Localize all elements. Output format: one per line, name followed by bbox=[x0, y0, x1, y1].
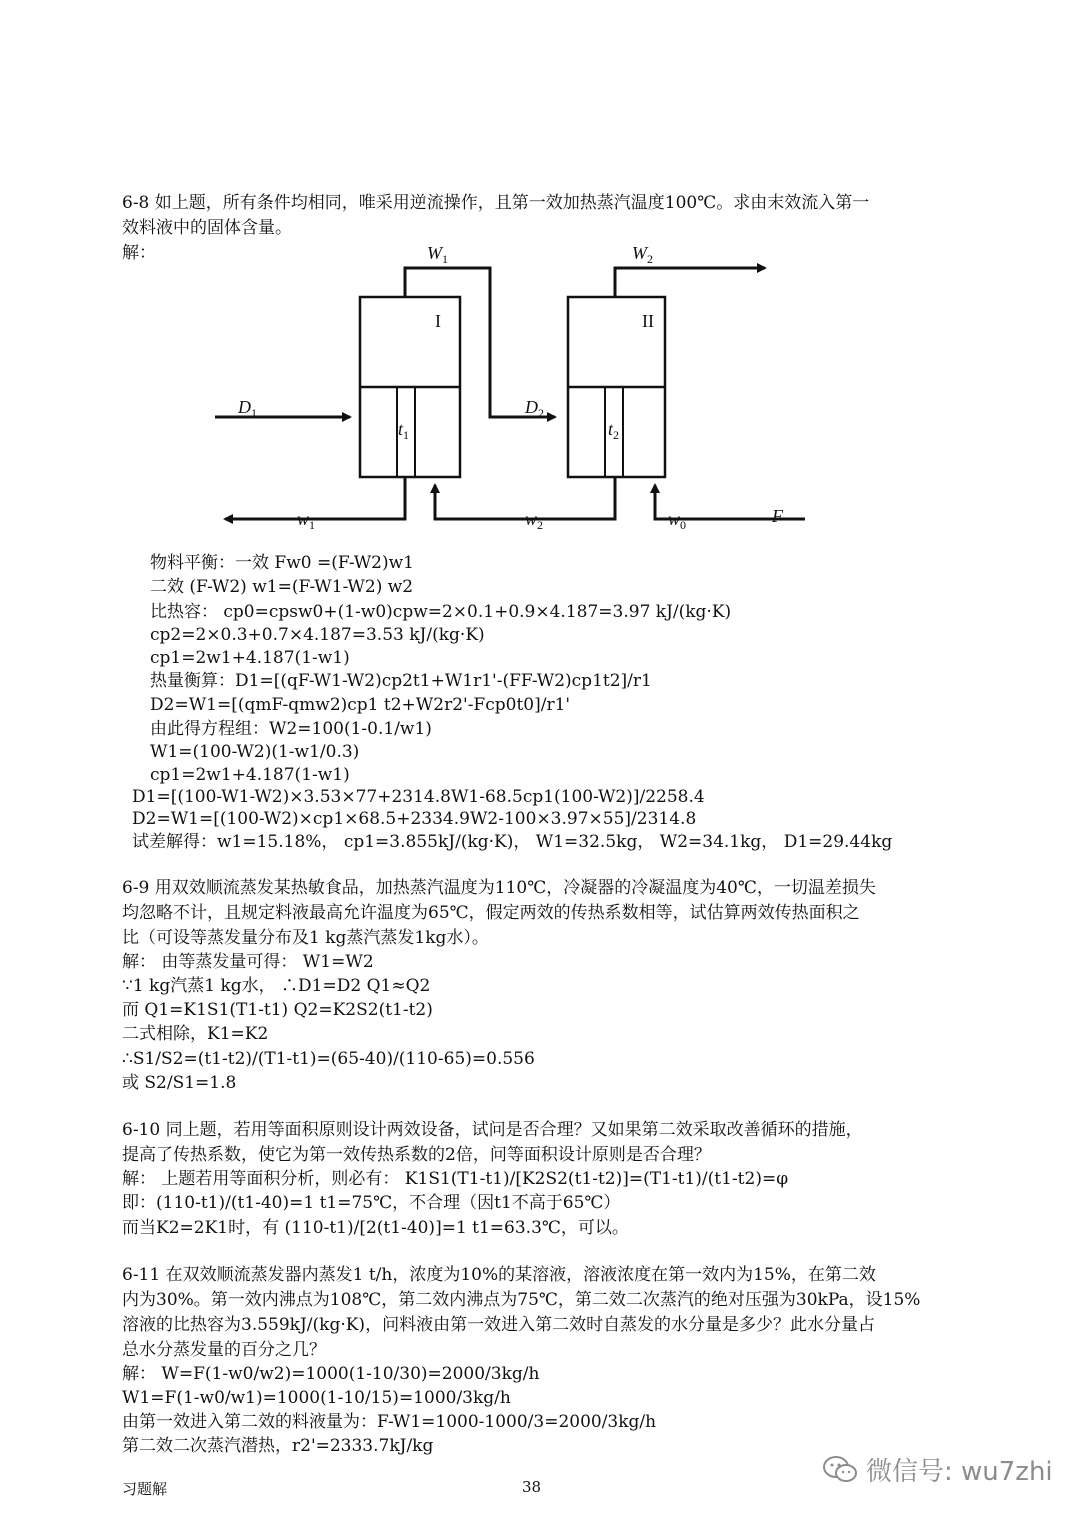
label-D1: $D_1$ bbox=[238, 397, 257, 420]
p68-sol-6: D2=W1=[(qmF-qmw2)cp1 t2+W2r2'-Fcp0t0]/r1' bbox=[150, 695, 571, 715]
problem-6-10-line1: 6-10 同上题，若用等面积原则设计两效设备，试问是否合理？又如果第二效采取改善循环的措施， bbox=[122, 1120, 863, 1140]
p68-sol-7: 由此得方程组：W2=100(1-0.1/w1) bbox=[150, 719, 432, 739]
p68-sol-1: 二效 (F-W2) w1=(F-W1-W2) w2 bbox=[150, 577, 414, 597]
watermark-text: 微信号: wu7zhi bbox=[866, 1457, 1053, 1487]
p69-sol-3: 二式相除，K1=K2 bbox=[122, 1024, 269, 1044]
w2-vapor-line bbox=[615, 268, 765, 297]
problem-6-11-line1: 6-11 在双效顺流蒸发器内蒸发1 t/h，浓度为10%的某溶液，溶液浓度在第一效内为15%，在第二效 bbox=[122, 1265, 876, 1285]
p611-sol-0: 解： W=F(1-w0/w2)=1000(1-10/30)=2000/3kg/h bbox=[122, 1364, 540, 1384]
problem-6-10-line2: 提高了传热系数，使它为第一效传热系数的2倍，问等面积设计原则是否合理？ bbox=[122, 1145, 711, 1165]
w1-product-line bbox=[225, 477, 405, 519]
problem-6-11-line3: 溶液的比热容为3.559kJ/(kg·K)，问料液由第一效进入第二效时自蒸发的水分量是多少？此水分量占 bbox=[122, 1315, 876, 1335]
p610-sol-0: 解： 上题若用等面积分析，则必有： K1S1(T1-t1)/[K2S2(t1-t2)]=(T1-t1)/(t1-t2)=φ bbox=[122, 1169, 789, 1189]
p69-sol-0: 解： 由等蒸发量可得： W1=W2 bbox=[122, 952, 374, 972]
p69-sol-2: 而 Q1=K1S1(T1-t1) Q2=K2S2(t1-t2) bbox=[122, 1000, 433, 1020]
label-w1: $w_1$ bbox=[297, 509, 316, 532]
p611-sol-1: W1=F(1-w0/w1)=1000(1-10/15)=1000/3kg/h bbox=[122, 1388, 511, 1408]
problem-6-8-line1: 6-8 如上题，所有条件均相同，唯采用逆流操作，且第一效加热蒸汽温度100℃。求由末效流入第一 bbox=[122, 193, 870, 213]
p610-sol-2: 而当K2=2K1时，有 (110-t1)/[2(t1-40)]=1 t1=63.3℃，可以。 bbox=[122, 1218, 629, 1238]
problem-6-9-line1: 6-9 用双效顺流蒸发某热敏食品，加热蒸汽温度为110℃，冷凝器的冷凝温度为40℃，一切温差损失 bbox=[122, 878, 876, 898]
label-I: I bbox=[435, 311, 441, 331]
p69-sol-1: ∵1 kg汽蒸1 kg水， ∴D1=D2 Q1≈Q2 bbox=[122, 976, 431, 996]
label-w0: $w_0$ bbox=[668, 509, 687, 532]
problem-6-8-line2: 效料液中的固体含量。 bbox=[122, 218, 292, 238]
p68-sol-10: D1=[(100-W1-W2)×3.53×77+2314.8W1-68.5cp1(100-W2)]/2258.4 bbox=[132, 787, 705, 807]
p611-sol-3: 第二效二次蒸汽潜热，r2'=2333.7kJ/kg bbox=[122, 1436, 434, 1456]
p69-sol-4: ∴S1/S2=(t1-t2)/(T1-t1)=(65-40)/(110-65)=0.556 bbox=[122, 1049, 535, 1069]
evaporator-diagram bbox=[205, 235, 825, 535]
label-t1: $t_1$ bbox=[398, 419, 410, 442]
footer-section-title: 习题解 bbox=[122, 1480, 168, 1498]
p68-sol-5: 热量衡算：D1=[(qF-W1-W2)cp2t1+W1r1'-(FF-W2)cp1t2]/r1 bbox=[150, 671, 652, 691]
label-F: F bbox=[772, 506, 783, 526]
problem-6-11-line2: 内为30%。第一效内沸点为108℃，第二效内沸点为75℃，第二效二次蒸汽的绝对压强为30kPa，设15% bbox=[122, 1290, 921, 1310]
p611-sol-2: 由第一效进入第二效的料液量为：F-W1=1000-1000/3=2000/3kg/h bbox=[122, 1412, 657, 1432]
p68-sol-2: 比热容： cp0=cpsw0+(1-w0)cpw=2×0.1+0.9×4.187=3.97 kJ/(kg·K) bbox=[150, 602, 732, 622]
label-W1: $W_1$ bbox=[427, 243, 448, 266]
problem-6-9-line2: 均忽略不计，且规定料液最高允许温度为65℃，假定两效的传热系数相等，试估算两效传热面积之 bbox=[122, 903, 860, 923]
p68-sol-0: 物料平衡：一效 Fw0 =(F-W2)w1 bbox=[150, 553, 414, 573]
wechat-icon bbox=[822, 1455, 858, 1485]
page-number: 38 bbox=[522, 1478, 542, 1496]
label-D2: $D_2$ bbox=[525, 397, 544, 420]
label-II: II bbox=[642, 311, 654, 331]
problem-6-9-line3: 比（可设等蒸发量分布及1 kg蒸汽蒸发1kg水）。 bbox=[122, 928, 489, 948]
label-w2: $w_2$ bbox=[525, 509, 544, 532]
p69-sol-5: 或 S2/S1=1.8 bbox=[122, 1073, 237, 1093]
p68-sol-12: 试差解得：w1=15.18%， cp1=3.855kJ/(kg·K)， W1=32.5kg， W2=34.1kg， D1=29.44kg bbox=[132, 832, 893, 852]
label-W2: $W_2$ bbox=[632, 243, 653, 266]
p68-sol-8: W1=(100-W2)(1-w1/0.3) bbox=[150, 742, 360, 762]
p68-sol-9: cp1=2w1+4.187(1-w1) bbox=[150, 765, 350, 785]
solution-label: 解： bbox=[122, 243, 156, 263]
label-t2: $t_2$ bbox=[608, 419, 620, 442]
p68-sol-4: cp1=2w1+4.187(1-w1) bbox=[150, 648, 350, 668]
watermark bbox=[822, 1451, 1053, 1488]
p610-sol-1: 即：(110-t1)/(t1-40)=1 t1=75℃，不合理（因t1不高于65℃） bbox=[122, 1193, 621, 1213]
p68-sol-3: cp2=2×0.3+0.7×4.187=3.53 kJ/(kg·K) bbox=[150, 625, 485, 645]
problem-6-11-line4: 总水分蒸发量的百分之几？ bbox=[122, 1340, 326, 1360]
p68-sol-11: D2=W1=[(100-W2)×cp1×68.5+2334.9W2-100×3.97×55]/2314.8 bbox=[132, 809, 697, 829]
w1-vapor-line bbox=[405, 268, 555, 417]
